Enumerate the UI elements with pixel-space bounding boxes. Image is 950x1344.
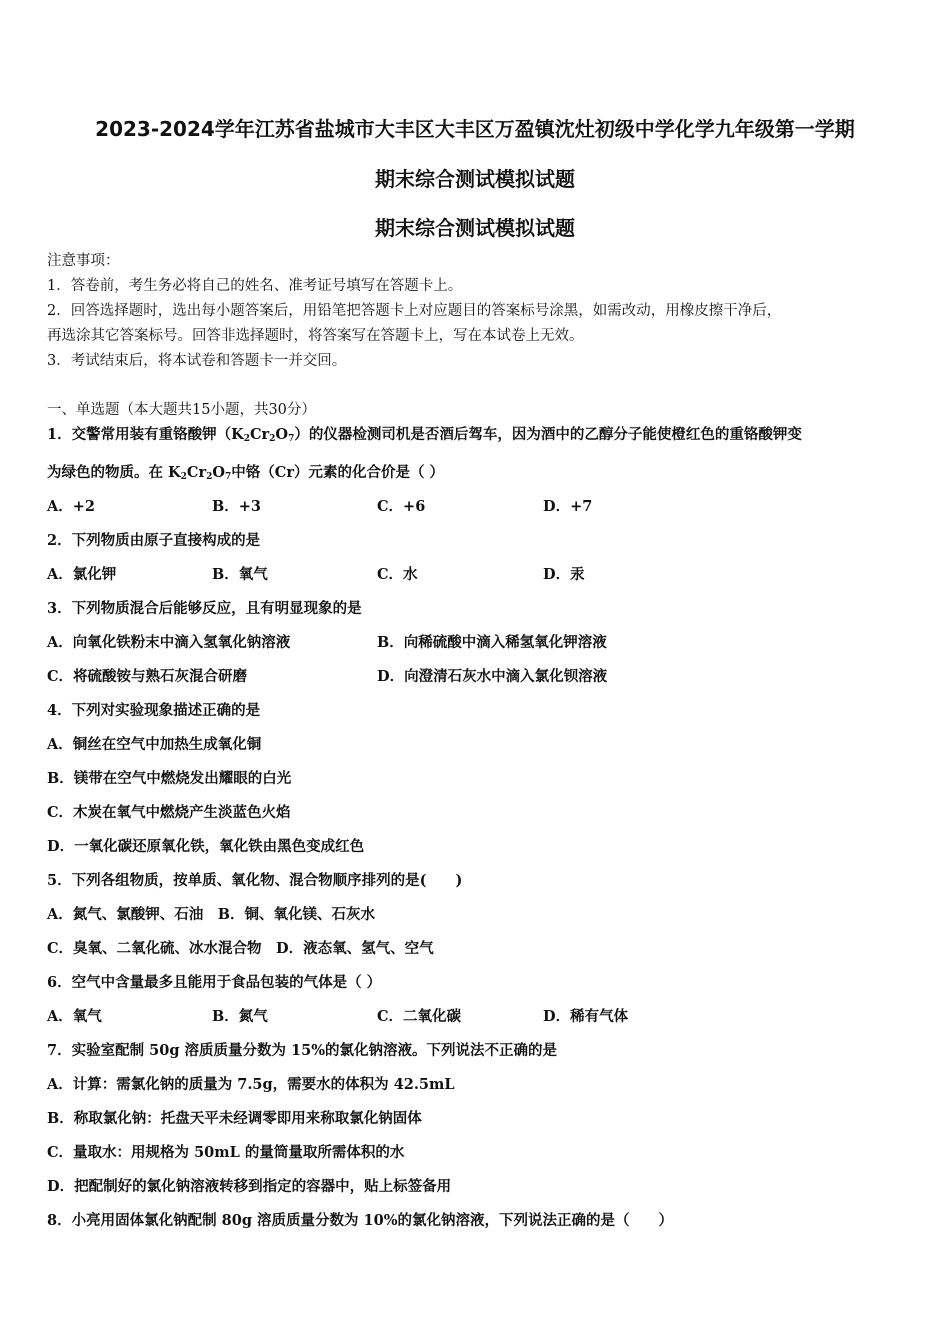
question-4-option-a: A．铜丝在空气中加热生成氧化铜 — [47, 736, 262, 753]
question-2-option-d: D．汞 — [543, 566, 585, 583]
notice-item-2b: 再选涂其它答案标号。回答非选择题时，将答案写在答题卡上，写在本试卷上无效。 — [47, 328, 584, 344]
question-1-stem-b: 为绿色的物质。在 $K_2Cr_2O_7$中铬（Cr）元素的化合价是（ ） — [47, 464, 445, 482]
exam-title-line-1: 2023-2024学年江苏省盐城市大丰区大丰区万盈镇沈灶初级中学化学九年级第一学期 — [95, 117, 855, 141]
question-6-option-d: D．稀有气体 — [543, 1008, 629, 1025]
question-3-option-b: B．向稀硫酸中滴入稀氢氧化钾溶液 — [377, 634, 607, 651]
question-2-option-c: C．水 — [377, 566, 418, 583]
question-1-option-a: A．+2 — [47, 498, 95, 515]
section-heading: 一、单选题（本大题共15小题，共30分） — [47, 402, 316, 418]
notice-item-1: 1．答卷前，考生务必将自己的姓名、准考证号填写在答题卡上。 — [47, 278, 463, 294]
question-3-option-a: A．向氧化铁粉末中滴入氢氧化钠溶液 — [47, 634, 291, 651]
question-5-options-ab: A．氮气、氯酸钾、石油 B．铜、氧化镁、石灰水 — [47, 906, 376, 923]
question-7-option-b: B．称取氯化钠：托盘天平未经调零即用来称取氯化钠固体 — [47, 1110, 422, 1127]
exam-title-line-2: 期末综合测试模拟试题 — [375, 167, 575, 191]
question-6-option-c: C．二氧化碳 — [377, 1008, 462, 1025]
question-5-options-cd: C．臭氧、二氧化硫、冰水混合物 D．液态氧、氢气、空气 — [47, 940, 434, 957]
question-4-option-d: D．一氧化碳还原氧化铁，氧化铁由黑色变成红色 — [47, 838, 365, 855]
question-1-stem-a: 1．交警常用装有重铬酸钾$(K_2Cr_2O_7)$的仪器检测司机是否酒后驾车，因为酒中的乙醇分子能使橙红色的重铬酸钾变 — [47, 426, 802, 444]
notice-heading: 注意事项： — [47, 253, 120, 269]
question-8-stem: 8．小亮用固体氯化钠配制 80g 溶质质量分数为 10%的氯化钠溶液，下列说法正确的是（ ） — [47, 1212, 674, 1229]
question-4-option-b: B．镁带在空气中燃烧发出耀眼的白光 — [47, 770, 292, 787]
exam-title-line-3: 期末综合测试模拟试题 — [375, 216, 575, 240]
question-1-option-c: C．+6 — [377, 498, 426, 515]
question-4-option-c: C．木炭在氧气中燃烧产生淡蓝色火焰 — [47, 804, 291, 821]
question-2-option-a: A．氯化钾 — [47, 566, 117, 583]
question-3-option-c: C．将硫酸铵与熟石灰混合研磨 — [47, 668, 248, 685]
question-1-option-b: B．+3 — [212, 498, 261, 515]
question-6-option-b: B．氮气 — [212, 1008, 268, 1025]
question-1-option-d: D．+7 — [543, 498, 593, 515]
question-3-stem: 3．下列物质混合后能够反应，且有明显现象的是 — [47, 600, 362, 617]
question-3-option-d: D．向澄清石灰水中滴入氯化钡溶液 — [377, 668, 608, 685]
question-7-stem: 7．实验室配制 50g 溶质质量分数为 15%的氯化钠溶液。下列说法不正确的是 — [47, 1042, 558, 1059]
question-5-stem: 5．下列各组物质，按单质、氧化物、混合物顺序排列的是( ) — [47, 872, 463, 889]
question-2-option-b: B．氧气 — [212, 566, 268, 583]
question-7-option-c: C．量取水：用规格为 50mL 的量筒量取所需体积的水 — [47, 1144, 405, 1161]
notice-item-3: 3．考试结束后，将本试卷和答题卡一并交回。 — [47, 353, 347, 369]
question-6-stem: 6．空气中含量最多且能用于食品包装的气体是（ ） — [47, 974, 382, 991]
question-4-stem: 4．下列对实验现象描述正确的是 — [47, 702, 261, 719]
notice-item-2a: 2．回答选择题时，选出每小题答案后，用铅笔把答题卡上对应题目的答案标号涂黑，如需改动，用橡皮擦干净后， — [47, 303, 782, 319]
question-7-option-d: D．把配制好的氯化钠溶液转移到指定的容器中，贴上标签备用 — [47, 1178, 452, 1195]
question-2-stem: 2．下列物质由原子直接构成的是 — [47, 532, 261, 549]
question-7-option-a: A．计算：需氯化钠的质量为 7.5g，需要水的体积为 42.5mL — [47, 1076, 455, 1093]
question-6-option-a: A．氧气 — [47, 1008, 102, 1025]
